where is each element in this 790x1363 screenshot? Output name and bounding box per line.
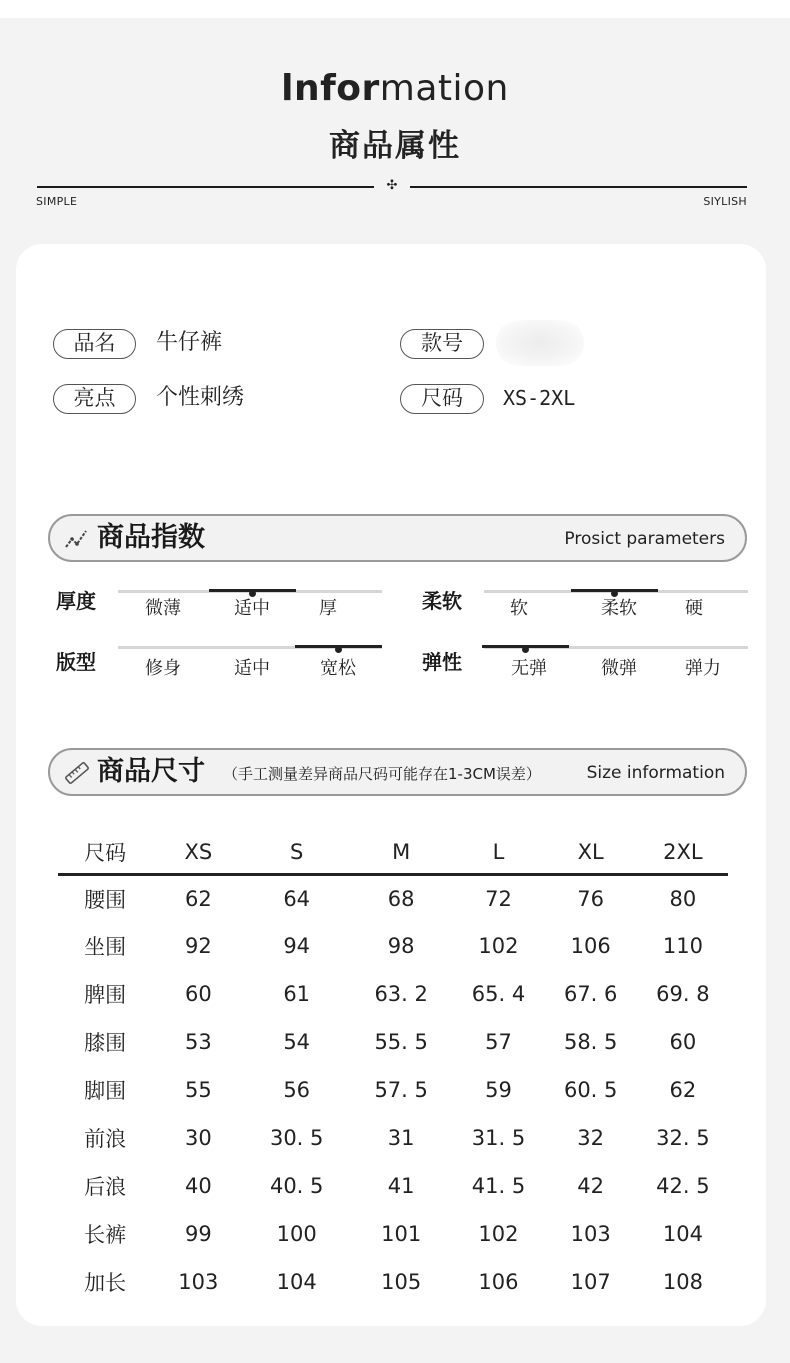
table-cell: 61	[283, 982, 311, 1006]
index-marker-fit	[335, 646, 342, 653]
table-cell: 108	[662, 1270, 703, 1294]
attr-label-name: 品名	[53, 329, 136, 359]
index-option: 修身	[145, 658, 181, 679]
table-cell: 103	[570, 1222, 611, 1246]
index-option: 无弹	[511, 658, 547, 679]
index-option: 微弹	[601, 658, 637, 679]
row-label: 脾围	[84, 983, 127, 1007]
attr-value-size: XS-2XL	[503, 386, 576, 410]
size-section-title: 商品尺寸	[97, 756, 205, 787]
table-row	[58, 1258, 728, 1306]
table-cell: 62	[184, 886, 212, 911]
table-cell: 76	[577, 886, 605, 911]
column-header: 2XL	[638, 832, 728, 874]
table-cell: 31. 5	[471, 1126, 526, 1150]
table-cell: 105	[381, 1270, 422, 1294]
table-row	[58, 922, 728, 970]
divider-left	[37, 186, 374, 188]
table-cell: 40. 5	[269, 1174, 324, 1198]
index-marker-stretch	[522, 646, 529, 653]
index-option: 适中	[234, 658, 270, 679]
row-label: 脚围	[84, 1079, 127, 1103]
table-cell: 65. 4	[471, 982, 526, 1006]
table-cell: 32. 5	[656, 1126, 710, 1150]
column-header: XL	[544, 832, 638, 874]
index-option: 厚	[319, 598, 337, 619]
table-cell: 64	[283, 886, 311, 911]
table-cell: 110	[662, 934, 703, 958]
table-cell: 41	[387, 1174, 415, 1198]
table-row	[58, 970, 728, 1018]
table-cell: 42. 5	[656, 1174, 710, 1198]
size-section-note: （手工测量差异商品尺码可能存在1-3CM误差）	[223, 765, 541, 783]
table-cell: 41. 5	[471, 1174, 526, 1198]
table-cell: 102	[478, 934, 519, 958]
attr-label-highlight: 亮点	[53, 384, 136, 414]
table-cell: 106	[570, 934, 611, 958]
table-cell: 98	[387, 934, 415, 958]
index-section-title-en: Prosict parameters	[564, 529, 725, 549]
table-row	[58, 1210, 728, 1258]
table-cell: 104	[276, 1270, 317, 1294]
row-label: 坐围	[84, 935, 127, 959]
index-label-softness: 柔软	[422, 589, 462, 613]
table-cell: 72	[485, 886, 512, 911]
table-cell: 106	[478, 1270, 519, 1294]
table-row	[58, 874, 728, 922]
row-label: 前浪	[84, 1127, 127, 1151]
index-section-title: 商品指数	[97, 522, 205, 553]
attr-label-style-no: 款号	[400, 329, 484, 359]
index-option: 柔软	[601, 598, 637, 619]
index-label-fit: 版型	[56, 650, 96, 674]
index-label-thickness: 厚度	[56, 589, 96, 613]
size-section-title-en: Size information	[586, 763, 725, 783]
tag-simple: SIMPLE	[36, 195, 78, 208]
attr-label-size: 尺码	[400, 384, 484, 414]
table-cell: 92	[184, 934, 212, 958]
table-cell: 67. 6	[563, 982, 618, 1006]
index-option: 硬	[685, 598, 703, 619]
column-header: M	[349, 832, 453, 874]
index-option: 宽松	[320, 658, 356, 679]
index-option: 软	[510, 598, 528, 619]
table-cell: 60	[669, 1030, 697, 1054]
table-cell: 31	[387, 1126, 415, 1150]
column-header: 尺码	[58, 832, 152, 874]
table-cell: 104	[662, 1222, 703, 1246]
table-cell: 69. 8	[656, 982, 710, 1006]
tag-stylish: SIYLISH	[703, 195, 747, 208]
column-header: S	[244, 832, 348, 874]
row-label: 长裤	[84, 1223, 127, 1247]
table-cell: 80	[669, 886, 697, 911]
table-cell: 40	[184, 1174, 212, 1198]
size-section-bar	[48, 748, 747, 796]
table-cell: 107	[570, 1270, 611, 1294]
table-cell: 32	[577, 1126, 605, 1150]
table-cell: 100	[276, 1222, 317, 1246]
table-cell: 54	[283, 1030, 311, 1054]
table-cell: 102	[478, 1222, 519, 1246]
style-no-blurred	[496, 320, 584, 366]
index-option: 弹力	[685, 658, 721, 679]
index-label-stretch: 弹性	[422, 650, 462, 674]
trend-line-icon	[64, 528, 90, 550]
table-cell: 101	[381, 1222, 422, 1246]
index-marker-thickness	[249, 590, 256, 597]
table-row	[58, 1162, 728, 1210]
table-cell: 62	[669, 1078, 697, 1102]
table-row	[58, 1018, 728, 1066]
table-cell: 56	[283, 1078, 311, 1102]
page-title-en: lnformation	[281, 68, 509, 109]
top-strip	[0, 0, 790, 18]
index-marker-softness	[611, 590, 618, 597]
table-cell: 30	[184, 1126, 212, 1150]
size-table-header	[58, 832, 728, 874]
column-header: L	[453, 832, 543, 874]
table-cell: 103	[178, 1270, 219, 1294]
table-cell: 53	[184, 1030, 212, 1054]
ruler-icon	[64, 762, 90, 784]
table-cell: 68	[387, 886, 415, 911]
table-cell: 42	[577, 1174, 605, 1198]
table-cell: 30. 5	[269, 1126, 324, 1150]
attr-value-name: 牛仔裤	[156, 330, 223, 355]
table-cell: 94	[283, 934, 311, 958]
table-cell: 57. 5	[374, 1078, 428, 1102]
size-table	[58, 832, 728, 1306]
row-label: 加长	[84, 1271, 127, 1295]
divider-right	[410, 186, 747, 188]
table-cell: 55	[184, 1078, 212, 1102]
index-section-bar	[48, 514, 747, 562]
table-cell: 55. 5	[374, 1030, 428, 1054]
table-cell: 58. 5	[563, 1030, 618, 1054]
table-cell: 99	[184, 1222, 212, 1246]
row-label: 腰围	[84, 887, 127, 912]
table-cell: 63. 2	[374, 982, 428, 1006]
index-option: 适中	[234, 598, 270, 619]
row-label: 后浪	[84, 1175, 127, 1199]
table-cell: 57	[485, 1030, 512, 1054]
table-cell: 60. 5	[563, 1078, 618, 1102]
table-cell: 60	[184, 982, 212, 1006]
attr-value-highlight: 个性刺绣	[156, 385, 245, 410]
table-row	[58, 1066, 728, 1114]
page-title-cn: 商品属性	[329, 128, 461, 164]
table-row	[58, 1114, 728, 1162]
index-option: 微薄	[145, 598, 181, 619]
row-label: 膝围	[84, 1031, 127, 1055]
table-cell: 59	[485, 1078, 512, 1102]
column-header: XS	[152, 832, 244, 874]
cross-ornament-icon: ✣	[386, 178, 398, 193]
